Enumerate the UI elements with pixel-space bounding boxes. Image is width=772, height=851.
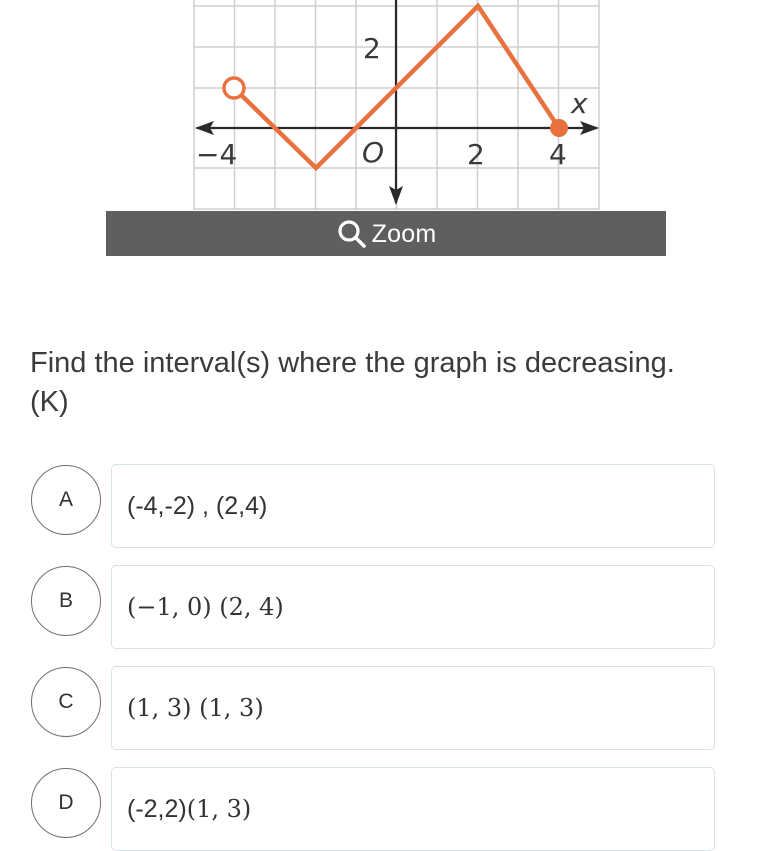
choice-a-letter: A (58, 488, 73, 511)
question-text: Find the interval(s) where the graph is decreasing. (30, 347, 675, 379)
choice-d-text-part1: (-2,2) (127, 794, 187, 823)
x-axis-label: x (571, 87, 588, 120)
choice-a-text: (-4,-2) , (2,4) (127, 491, 268, 520)
function-graph (0, 0, 772, 212)
open-endpoint (224, 78, 244, 98)
choice-a-radio[interactable] (31, 465, 101, 535)
choice-a-option[interactable] (111, 464, 715, 548)
choice-b-text: (−1, 0) (2, 4) (127, 593, 284, 621)
choice-b-option[interactable] (111, 565, 715, 649)
choice-b-letter: B (58, 589, 73, 612)
x-tick-label-4: 4 (549, 138, 567, 171)
axes (195, 0, 599, 205)
choice-d-option[interactable] (111, 767, 715, 851)
question-prompt (30, 344, 760, 422)
y-tick-label-2: 2 (363, 32, 381, 65)
question-tag: (K) (30, 386, 69, 418)
closed-endpoint (550, 119, 568, 137)
x-tick-label-2: 2 (467, 138, 485, 171)
choice-b-radio[interactable] (31, 566, 101, 636)
origin-label: O (362, 136, 385, 169)
zoom-label: Zoom (371, 220, 437, 248)
zoom-button[interactable] (106, 211, 666, 256)
choice-d-text-part2: (1, 3) (186, 795, 252, 823)
choice-c-letter: C (58, 690, 74, 713)
choice-c-option[interactable] (111, 666, 715, 750)
choice-c-radio[interactable] (31, 667, 101, 737)
magnifier-icon (336, 218, 368, 250)
choice-d-letter: D (58, 791, 74, 814)
graph-figure (0, 0, 772, 212)
x-tick-label-neg4: −4 (196, 138, 238, 171)
choice-c-text: (1, 3) (1, 3) (127, 694, 264, 722)
